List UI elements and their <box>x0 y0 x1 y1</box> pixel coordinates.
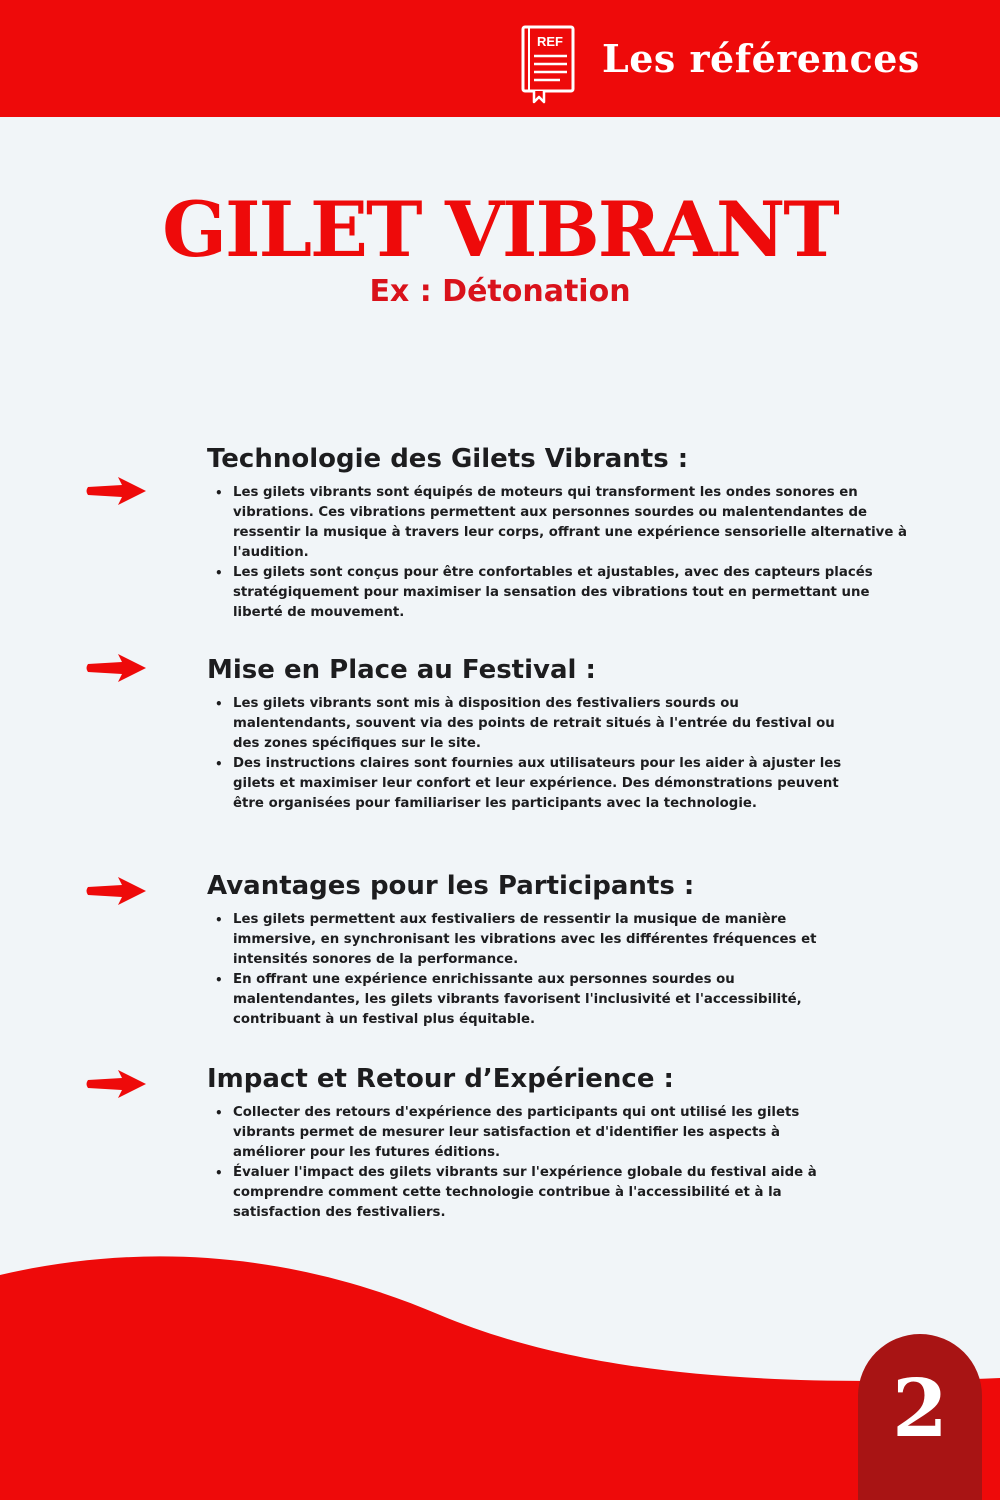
arrow-right-icon <box>86 1069 148 1099</box>
page-number: 2 <box>892 1361 948 1455</box>
section-title: Avantages pour les Participants : <box>207 871 695 901</box>
page-title: GILET VIBRANT <box>162 185 838 274</box>
bullet-list <box>213 483 913 623</box>
bullet-list <box>213 1103 823 1223</box>
section-title: Technologie des Gilets Vibrants : <box>207 444 689 474</box>
section-title: Mise en Place au Festival : <box>207 655 596 685</box>
svg-text:REF: REF <box>537 34 563 49</box>
header-title: Les références <box>602 36 920 81</box>
list-item: • Les gilets sont conçus pour être confortables et ajustables, avec des capteurs placés stratégiquement pour maximiser la sensation des vibrations tout en permettant une liberté de mouvement. <box>213 563 913 623</box>
list-item: • Les gilets permettent aux festivaliers de ressentir la musique de manière immersive, en synchronisant les vibrations avec les différentes fréquences et intensités sonores de la performance. <box>213 910 823 970</box>
list-item: • Collecter des retours d'expérience des participants qui ont utilisé les gilets vibrants permet de mesurer leur satisfaction et d'identifier les aspects à améliorer pour les futures éditions. <box>213 1103 823 1163</box>
arrow-right-icon <box>86 653 148 683</box>
ref-book-icon <box>520 24 576 104</box>
page-subtitle: Ex : Détonation <box>369 274 631 309</box>
list-item: • Évaluer l'impact des gilets vibrants sur l'expérience globale du festival aide à comprendre comment cette technologie contribue à l'accessibilité et à la satisfaction des festivaliers. <box>213 1163 823 1223</box>
header-banner <box>0 0 1000 117</box>
footer-wave <box>0 1230 1000 1500</box>
arrow-right-icon <box>86 876 148 906</box>
arrow-right-icon <box>86 476 148 506</box>
list-item: • Les gilets vibrants sont mis à disposition des festivaliers sourds ou malentendants, souvent via des points de retrait situés à l'entrée du festival ou des zones spécifiques sur le site. <box>213 694 843 754</box>
bullet-list <box>213 910 823 1030</box>
section-title: Impact et Retour d’Expérience : <box>207 1064 674 1094</box>
bullet-list <box>213 694 843 814</box>
list-item: • En offrant une expérience enrichissante aux personnes sourdes ou malentendantes, les gilets vibrants favorisent l'inclusivité et l'accessibilité, contribuant à un festival plus équitable. <box>213 970 823 1030</box>
list-item: • Les gilets vibrants sont équipés de moteurs qui transforment les ondes sonores en vibrations. Ces vibrations permettent aux personnes sourdes ou malentendantes de ressentir la musique à travers leur corps, offrant une expérience sensorielle alternative à l'audition. <box>213 483 913 563</box>
list-item: • Des instructions claires sont fournies aux utilisateurs pour les aider à ajuster les gilets et maximiser leur confort et leur expérience. Des démonstrations peuvent être organisées pour familiariser les participants avec la technologie. <box>213 754 843 814</box>
